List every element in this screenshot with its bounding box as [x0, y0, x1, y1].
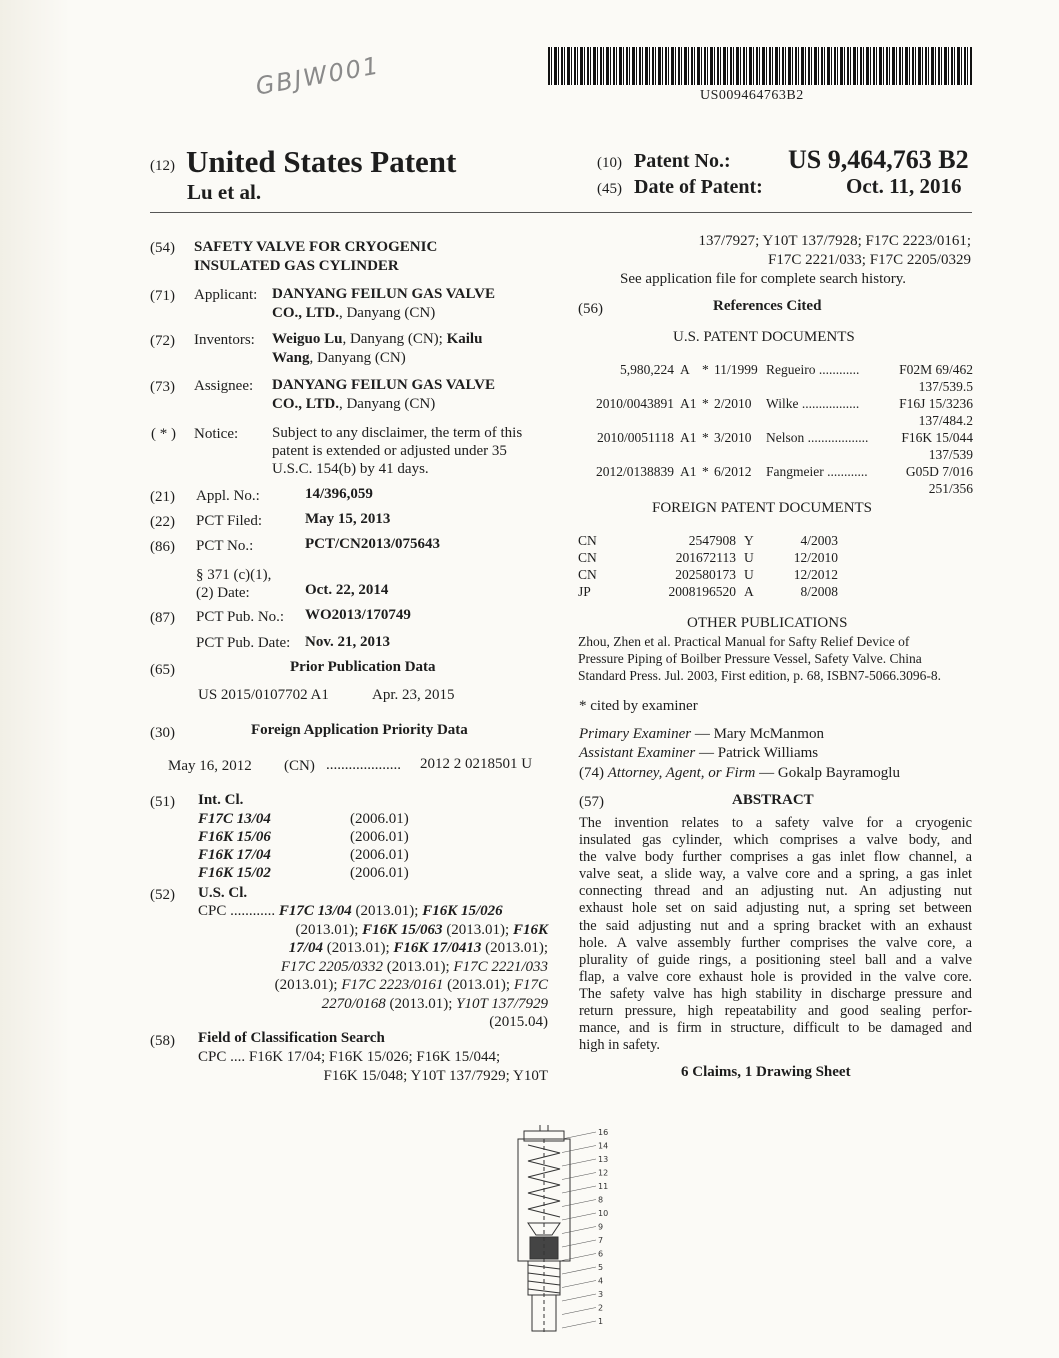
- int-cl-version: (2006.01): [350, 865, 409, 881]
- drawing-leader-line: [562, 1308, 596, 1315]
- ref-inventor: Regueiro: [766, 362, 816, 377]
- section-371-date: Oct. 22, 2014: [305, 582, 389, 598]
- attorney-name: — Gokalp Bayramoglu: [755, 765, 900, 781]
- foreign-reference-row: [578, 566, 838, 583]
- ref-date: 2/2010: [714, 396, 752, 411]
- code-87: (87): [150, 610, 175, 626]
- drawing-ref-label: 11: [598, 1182, 609, 1191]
- appl-no-value: 14/396,059: [305, 486, 373, 502]
- abstract-line: plurality of guide rings, a positioning steel ball and a valve: [579, 951, 972, 968]
- abstract-text: [579, 815, 972, 1054]
- code-22: (22): [150, 514, 175, 530]
- drawing-leader-line: [562, 1159, 596, 1166]
- cpc-version: (2013.01);: [351, 903, 423, 919]
- prior-publication-title: Prior Publication Data: [290, 659, 436, 675]
- foreign-number: 2547908: [688, 533, 736, 548]
- drawing-leader-line: [562, 1146, 596, 1153]
- ref-subclass: 137/484.2: [918, 413, 973, 428]
- search-line-2: F17C 2221/033; F17C 2205/0329: [768, 252, 971, 268]
- abstract-line: The safety valve has high stability in discharge pressure and: [579, 985, 972, 1002]
- inventor-short: Lu et al.: [187, 180, 262, 204]
- code-86: (86): [150, 539, 175, 555]
- ref-dots: .................: [801, 396, 860, 411]
- code-10: (10): [597, 155, 622, 171]
- int-cl-title: Int. Cl.: [198, 792, 244, 808]
- assignee-location: , Danyang (CN): [338, 396, 436, 412]
- cpc-line-7: (2015.04): [489, 1014, 548, 1030]
- cpc-line-4: [198, 958, 548, 977]
- abstract-line: hole. A valve assembly further comprises the valve core, a: [579, 934, 972, 951]
- code-30: (30): [150, 725, 175, 741]
- ref-star: *: [702, 396, 709, 411]
- applicant-name: DANYANG FEILUN GAS VALVE: [272, 286, 495, 302]
- pct-no-label: PCT No.:: [196, 538, 254, 554]
- foreign-country: CN: [578, 550, 597, 565]
- foreign-kind: Y: [744, 533, 754, 548]
- code-57: (57): [579, 794, 604, 810]
- foreign-date: 8/2008: [800, 584, 838, 599]
- foreign-kind: U: [744, 567, 754, 582]
- drawing-leader-line: [562, 1132, 596, 1139]
- foreign-references-table: [578, 532, 838, 600]
- code-51: (51): [150, 794, 175, 810]
- ref-class: F16K 15/044: [901, 430, 973, 445]
- field-search-title: Field of Classification Search: [198, 1030, 385, 1046]
- assignee-label: Assignee:: [194, 378, 254, 394]
- foreign-kind: A: [744, 584, 754, 599]
- ref-dots: ............: [827, 464, 868, 479]
- pct-filed-label: PCT Filed:: [196, 513, 262, 529]
- prior-publication-number: US 2015/0107702 A1: [198, 687, 329, 703]
- drawing-ref-label: 1: [598, 1317, 604, 1326]
- ref-subclass: 137/539.5: [918, 379, 973, 394]
- valve-drawing: [500, 1125, 630, 1345]
- drawing-ref-label: 7: [598, 1236, 604, 1245]
- ref-number: 2010/0043891: [595, 396, 674, 411]
- abstract-title: ABSTRACT: [732, 792, 814, 808]
- cpc-version: (2013.01);: [481, 940, 548, 956]
- cpc-line-5: [198, 976, 548, 995]
- references-cited-title: References Cited: [713, 298, 822, 314]
- priority-date: May 16, 2012: [168, 758, 252, 774]
- us-reference-row: [578, 395, 973, 429]
- cpc-class: F17C: [513, 977, 548, 993]
- patent-number: US 9,464,763 B2: [788, 145, 969, 174]
- int-cl-list: [198, 810, 409, 882]
- abstract-line: insulated gas cylinder, which comprises a valve body, and: [579, 832, 972, 849]
- ref-class: F16J 15/3236: [899, 396, 973, 411]
- applicant-value: [272, 285, 495, 323]
- inventor-2-surname: Wang: [272, 350, 310, 366]
- prior-publication-date: Apr. 23, 2015: [372, 687, 455, 703]
- cpc-line-1: [198, 902, 548, 921]
- us-reference-row: [578, 463, 973, 497]
- drawing-leader-line: [562, 1267, 596, 1274]
- claims-summary: 6 Claims, 1 Drawing Sheet: [681, 1064, 851, 1080]
- int-cl-class: F17C 13/04: [198, 811, 271, 827]
- cpc-class: F16K 15/063: [362, 921, 443, 938]
- us-cl-cpc: [198, 902, 548, 1032]
- other-publications-text: [578, 633, 971, 684]
- ref-number: 5,980,224: [620, 362, 674, 377]
- notice-line-3: U.S.C. 154(b) by 41 days.: [272, 461, 429, 477]
- drawing-ref-label: 14: [598, 1141, 609, 1151]
- foreign-docs-title: FOREIGN PATENT DOCUMENTS: [652, 500, 873, 516]
- int-cl-version: (2006.01): [350, 829, 409, 845]
- section-371-line: § 371 (c)(1),: [196, 567, 272, 583]
- attorney: [579, 765, 900, 782]
- code-71: (71): [150, 288, 175, 304]
- int-cl-class: F16K 17/04: [198, 847, 271, 863]
- other-publications-title: OTHER PUBLICATIONS: [687, 615, 848, 631]
- notice-line-1: Subject to any disclaimer, the term of this: [272, 425, 523, 441]
- code-52: (52): [150, 887, 175, 903]
- drawing-leader-line: [562, 1200, 596, 1207]
- applicant-name-2: CO., LTD.: [272, 305, 339, 321]
- cpc-class: Y10T 137/7929: [456, 995, 548, 1012]
- foreign-kind: U: [744, 550, 754, 565]
- pct-pub-date-value: Nov. 21, 2013: [305, 634, 391, 650]
- date-of-patent-label: Date of Patent:: [634, 176, 763, 198]
- drawing-leader-line: [562, 1294, 596, 1301]
- cpc-version: (2013.01);: [274, 977, 342, 993]
- foreign-reference-row: [578, 549, 838, 566]
- assistant-examiner-name: — Patrick Williams: [695, 745, 819, 761]
- header-divider: [150, 212, 972, 213]
- pct-pub-date-label: PCT Pub. Date:: [196, 635, 291, 651]
- pct-filed-value: May 15, 2013: [305, 511, 391, 527]
- inventors-value: [272, 330, 482, 368]
- foreign-country: JP: [578, 584, 591, 599]
- invention-title: [194, 238, 437, 276]
- other-pub-line-3: Standard Press. Jul. 2003, First edition, p. 68, ISBN7-5066.3096-8.: [578, 668, 941, 683]
- pct-pub-no-label: PCT Pub. No.:: [196, 609, 285, 625]
- drawing-ref-label: 12: [598, 1168, 609, 1178]
- foreign-number: 201672113: [675, 550, 736, 565]
- cpc-class: F16K 15/026: [422, 903, 503, 919]
- handwritten-note: GBJW001: [253, 51, 383, 101]
- foreign-country: CN: [578, 567, 597, 582]
- code-58: (58): [150, 1033, 175, 1049]
- cpc-prefix: CPC ............: [198, 903, 279, 919]
- ref-kind: A1: [680, 396, 697, 411]
- us-reference-row: [578, 361, 973, 395]
- int-cl-row: [198, 846, 409, 864]
- field-search-line-1: CPC .... F16K 17/04; F16K 15/026; F16K 15/044;: [198, 1049, 501, 1065]
- foreign-reference-row: [578, 532, 838, 549]
- int-cl-version: (2006.01): [350, 847, 409, 863]
- abstract-line: return pressure, high repeatability and good sealing perfor-: [579, 1003, 972, 1020]
- drawing-ref-label: 9: [598, 1222, 604, 1232]
- section-371: [196, 566, 271, 602]
- drawing-leader-line: [562, 1281, 596, 1288]
- barcode-image: [548, 47, 972, 85]
- cpc-version: (2013.01);: [443, 977, 514, 993]
- int-cl-class: F16K 15/02: [198, 865, 271, 881]
- code-73: (73): [150, 379, 175, 395]
- us-references-table: [578, 361, 973, 497]
- ref-date: 6/2012: [714, 464, 752, 479]
- ref-kind: A1: [680, 430, 697, 445]
- drawing-ref-label: 6: [598, 1249, 604, 1259]
- code-45: (45): [597, 181, 622, 197]
- cpc-class: F17C 2223/0161: [341, 977, 444, 993]
- search-line-1: 137/7927; Y10T 137/7928; F17C 2223/0161;: [698, 233, 971, 249]
- abstract-line: the valve body further comprises a gas inlet flow channel, a: [579, 849, 972, 866]
- applicant-label: Applicant:: [194, 287, 258, 303]
- foreign-date: 12/2010: [793, 550, 838, 565]
- ref-inventor: Nelson: [766, 430, 805, 445]
- foreign-date: 4/2003: [800, 533, 838, 548]
- ref-class: G05D 7/016: [905, 464, 973, 479]
- search-continuation: [578, 232, 971, 289]
- notice-text: [272, 424, 546, 478]
- drawing-leader-line: [562, 1321, 596, 1328]
- abstract-line: mance, and is firm in structure, difficult to be damaged and: [579, 1020, 972, 1037]
- ref-kind: A: [680, 362, 690, 377]
- abstract-line: the said adjusting nut and a spring bracket with an exhaust: [579, 917, 972, 934]
- cpc-line-2: [198, 921, 548, 940]
- int-cl-row: [198, 864, 409, 882]
- cpc-version: (2013.01);: [322, 940, 394, 956]
- drawing-ref-label: 10: [598, 1209, 609, 1218]
- pct-pub-no-value: WO2013/170749: [305, 607, 411, 623]
- drawing-ref-label: 3: [598, 1290, 604, 1299]
- abstract-line: high in safety.: [579, 1037, 660, 1054]
- code-74: (74): [579, 765, 604, 781]
- ref-dots: ..................: [807, 430, 869, 445]
- assistant-examiner: [579, 745, 818, 762]
- ref-date: 11/1999: [714, 362, 758, 377]
- appl-no-label: Appl. No.:: [196, 488, 260, 504]
- cpc-class: F16K: [512, 921, 548, 938]
- field-search-line-2: F16K 15/048; Y10T 137/7929; Y10T: [323, 1068, 548, 1084]
- ref-subclass: 251/356: [928, 481, 973, 496]
- priority-country: (CN): [284, 758, 315, 774]
- abstract-line: valve seat, a slide way, a valve core and a spring, a gas inlet: [579, 866, 972, 883]
- cpc-class: F17C 2221/033: [453, 958, 548, 975]
- notice-label: Notice:: [194, 426, 239, 442]
- us-patent-docs-title: U.S. PATENT DOCUMENTS: [673, 329, 855, 345]
- foreign-number: 202580173: [675, 567, 736, 582]
- assignee-name: DANYANG FEILUN GAS VALVE: [272, 377, 495, 393]
- patent-no-label: Patent No.:: [634, 150, 731, 172]
- code-54: (54): [150, 240, 175, 256]
- us-cl-title: U.S. Cl.: [198, 885, 248, 901]
- inventor-1-location: , Danyang (CN);: [342, 331, 447, 347]
- primary-examiner-label: Primary Examiner: [579, 726, 692, 742]
- cpc-class: 17/04: [288, 940, 323, 956]
- us-reference-row: [578, 429, 973, 463]
- ref-date: 3/2010: [714, 430, 752, 445]
- inventor-2-location: , Danyang (CN): [309, 350, 406, 366]
- inventor-1: Weiguo Lu: [272, 331, 343, 347]
- drawing-ref-label: 2: [598, 1303, 604, 1313]
- int-cl-row: [198, 828, 409, 846]
- cpc-version: (2013.01);: [295, 921, 363, 938]
- foreign-number: 2008196520: [668, 584, 736, 599]
- ref-subclass: 137/539: [928, 447, 973, 462]
- drawing-leader-line: [562, 1213, 596, 1220]
- abstract-line: The invention relates to a safety valve for a cryogenic: [579, 815, 972, 831]
- cpc-class: F17C 13/04: [278, 903, 352, 919]
- code-12: (12): [150, 158, 175, 174]
- attorney-label: Attorney, Agent, or Firm: [607, 765, 756, 781]
- assignee-name-2: CO., LTD.: [272, 396, 339, 412]
- drawing-leader-line: [562, 1240, 596, 1247]
- cpc-version: (2013.01);: [385, 995, 457, 1012]
- abstract-line: flap, a valve core exhaust hole is provided in the valve core.: [579, 968, 972, 985]
- drawing-leader-line: [562, 1227, 596, 1234]
- priority-number: 2012 2 0218501 U: [420, 756, 533, 772]
- barcode-number: US009464763B2: [700, 88, 804, 103]
- cpc-class: F16K 17/0413: [393, 940, 482, 956]
- foreign-reference-row: [578, 583, 838, 600]
- code-21: (21): [150, 489, 175, 505]
- code-56: (56): [578, 301, 603, 317]
- ref-class: F02M 69/462: [899, 362, 973, 377]
- ref-inventor: Wilke: [766, 396, 799, 411]
- ref-number: 2010/0051118: [597, 430, 674, 445]
- drawing-leader-line: [562, 1186, 596, 1193]
- cpc-version: (2013.01);: [382, 958, 454, 975]
- applicant-location: , Danyang (CN): [338, 305, 436, 321]
- other-pub-line-2: Pressure Piping of Boilber Pressure Vessel, Safety Valve. China: [578, 651, 922, 666]
- code-notice: ( * ): [151, 426, 176, 442]
- abstract-line: connecting thread and an adjusting nut. An adjusting nut: [579, 883, 972, 900]
- ref-star: *: [702, 430, 709, 445]
- cpc-version: (2013.01);: [442, 921, 513, 938]
- priority-dots: ....................: [326, 757, 401, 773]
- other-pub-line-1: Zhou, Zhen et al. Practical Manual for Safty Relief Device of: [578, 634, 910, 649]
- notice-line-2: patent is extended or adjusted under 35: [272, 443, 507, 459]
- cpc-line-3: [198, 939, 548, 958]
- code-65: (65): [150, 662, 175, 678]
- cpc-class: F17C 2205/0332: [280, 958, 383, 975]
- drawing-ref-label: 13: [598, 1155, 609, 1164]
- cpc-line-6: [198, 995, 548, 1014]
- primary-examiner: [579, 726, 824, 743]
- int-cl-version: (2006.01): [350, 811, 409, 827]
- ref-star: *: [702, 464, 709, 479]
- ref-inventor: Fangmeier: [766, 464, 824, 479]
- section-371-date-label: (2) Date:: [196, 585, 250, 601]
- assistant-examiner-label: Assistant Examiner: [579, 745, 696, 761]
- drawing-ref-label: 8: [598, 1195, 604, 1205]
- code-72: (72): [150, 333, 175, 349]
- inventor-2: Kailu: [446, 331, 483, 347]
- field-search-cpc: [198, 1048, 548, 1086]
- int-cl-row: [198, 810, 409, 828]
- drawing-leader-line: [562, 1173, 596, 1180]
- ref-star: *: [702, 362, 709, 377]
- foreign-country: CN: [578, 533, 597, 548]
- int-cl-class: F16K 15/06: [198, 829, 271, 845]
- primary-examiner-name: — Mary McManmon: [691, 726, 824, 742]
- ref-kind: A1: [680, 464, 697, 479]
- cpc-class: 2270/0168: [321, 995, 386, 1012]
- foreign-date: 12/2012: [793, 567, 838, 582]
- inventors-label: Inventors:: [194, 332, 255, 348]
- foreign-priority-title: Foreign Application Priority Data: [251, 722, 468, 738]
- abstract-line: exhaust hole set on said adjusting nut, a spring set between: [579, 900, 972, 917]
- patent-type-title: United States Patent: [186, 144, 457, 179]
- drawing-ref-label: 16: [598, 1128, 609, 1137]
- ref-dots: ............: [818, 362, 860, 377]
- pct-no-value: PCT/CN2013/075643: [305, 536, 440, 552]
- drawing-ref-label: 5: [598, 1263, 604, 1272]
- cited-by-examiner: * cited by examiner: [579, 698, 698, 714]
- title-line-1: SAFETY VALVE FOR CRYOGENIC: [194, 239, 438, 255]
- ref-number: 2012/0138839: [595, 464, 674, 479]
- assignee-value: [272, 376, 495, 414]
- drawing-ref-label: 4: [598, 1276, 604, 1286]
- patent-date: Oct. 11, 2016: [846, 174, 962, 198]
- title-line-2: INSULATED GAS CYLINDER: [194, 258, 399, 274]
- drawing-leader-line: [562, 1254, 596, 1261]
- search-history-note: See application file for complete search history.: [620, 271, 907, 287]
